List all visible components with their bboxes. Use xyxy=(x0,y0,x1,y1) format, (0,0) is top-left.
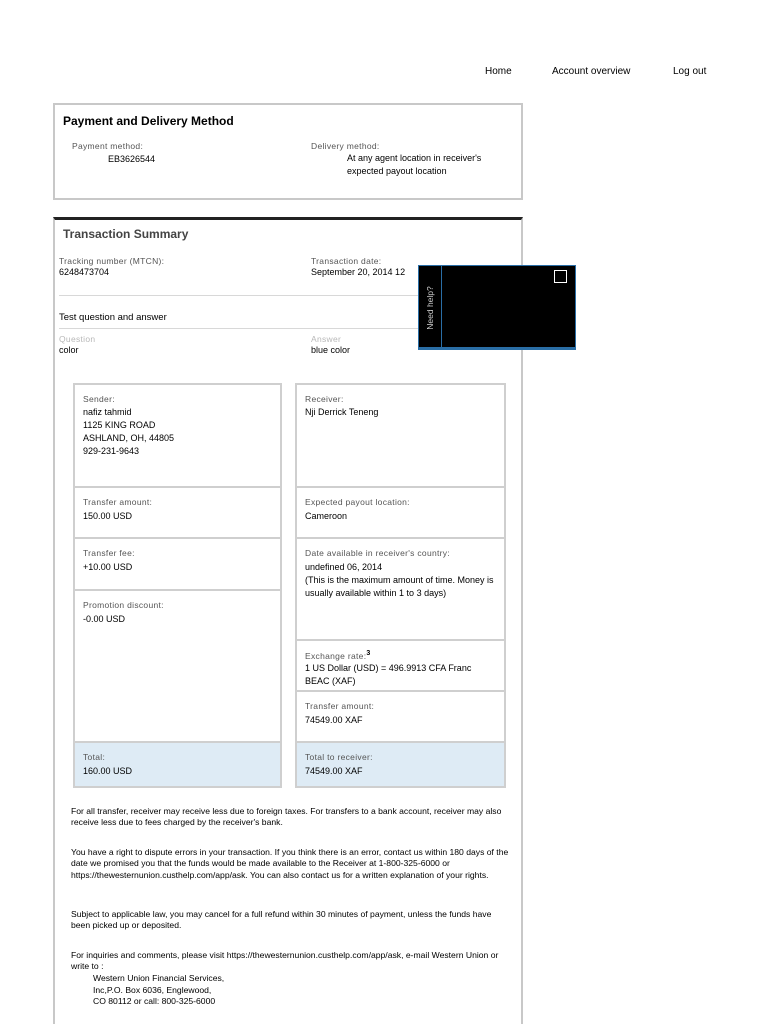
receiver-label: Receiver: xyxy=(305,394,344,404)
promotion-discount-cell xyxy=(73,589,282,743)
close-icon[interactable] xyxy=(554,270,567,283)
transfer-fee-label: Transfer fee: xyxy=(83,548,135,558)
sender-label: Sender: xyxy=(83,394,115,404)
receiver-transfer-amount-value: 74549.00 XAF xyxy=(305,715,363,725)
disclaimer-dispute-errors: You have a right to dispute errors in your transaction. If you think there is an error, contact us within 180 days of the date we promised you that the funds would be made available to the Receiver at 1-800-325-6000 or https://thewesternunion.custhelp.com/app/ask. You can also contact us for a written explanation of your rights. xyxy=(71,847,509,880)
question-value: color xyxy=(59,345,79,355)
top-nav xyxy=(0,66,768,80)
sender-address-line2: ASHLAND, OH, 44805 xyxy=(83,433,175,443)
date-available-note: (This is the maximum amount of time. Money is usually available within 1 to 3 days) xyxy=(305,575,494,598)
answer-label: Answer xyxy=(311,334,342,344)
date-available-cell xyxy=(295,537,506,641)
mailing-address-line2: Inc,P.O. Box 6036, Englewood, xyxy=(93,985,212,995)
promotion-discount-label: Promotion discount: xyxy=(83,600,164,610)
receiver-name: Nji Derrick Teneng xyxy=(305,407,379,417)
disclaimer-cancel-refund: Subject to applicable law, you may cancel for a full refund within 30 minutes of payment, unless the funds have been picked up or deposited. xyxy=(71,909,492,931)
need-help-popup xyxy=(418,265,576,350)
tracking-number-value: 6248473704 xyxy=(59,267,110,277)
need-help-tab-label: Need help? xyxy=(425,286,435,330)
nav-account-overview-link[interactable]: Account overview xyxy=(552,66,631,77)
receiver-total-value: 74549.00 XAF xyxy=(305,766,363,776)
sender-cell xyxy=(73,383,282,488)
question-label: Question xyxy=(59,334,96,344)
payment-method-label: Payment method: xyxy=(72,141,144,151)
promotion-discount-value: -0.00 USD xyxy=(83,614,126,624)
transfer-fee-value: +10.00 USD xyxy=(83,562,133,572)
sender-total-label: Total: xyxy=(83,752,106,762)
disclaimer-foreign-taxes: For all transfer, receiver may receive less due to foreign taxes. For transfers to a bank account, receiver may also receive less due to fees charged by the receiver's bank. xyxy=(71,806,502,828)
exchange-rate-cell xyxy=(295,639,506,692)
receiver-transfer-amount-cell xyxy=(295,690,506,743)
transaction-summary-title: Transaction Summary xyxy=(63,227,189,241)
disclaimer-inquiries: For inquiries and comments, please visit https://thewesternunion.custhelp.com/app/ask, e-mail Western Union or write to : xyxy=(71,950,499,972)
transaction-date-value: September 20, 2014 12 xyxy=(311,267,406,277)
sender-phone: 929-231-9643 xyxy=(83,446,140,456)
sender-total-value: 160.00 USD xyxy=(83,766,133,776)
transfer-fee-cell xyxy=(73,537,282,591)
payment-method-value: EB3626544 xyxy=(108,154,156,164)
delivery-method-label: Delivery method: xyxy=(311,141,380,151)
sender-address-line1: 1125 KING ROAD xyxy=(83,420,156,430)
payout-location-value: Cameroon xyxy=(305,511,348,521)
payout-location-label: Expected payout location: xyxy=(305,497,410,507)
sender-transfer-amount-cell xyxy=(73,486,282,539)
test-qa-title: Test question and answer xyxy=(59,312,167,323)
sender-transfer-amount-label: Transfer amount: xyxy=(83,497,153,507)
exchange-rate-label-text: Exchange rate: xyxy=(305,650,367,661)
receiver-total-cell xyxy=(295,741,506,788)
sender-transfer-amount-value: 150.00 USD xyxy=(83,511,133,521)
mailing-address-line3: CO 80112 or call: 800-325-6000 xyxy=(93,996,216,1006)
receiver-total-label: Total to receiver: xyxy=(305,752,373,762)
date-available-label: Date available in receiver's country: xyxy=(305,548,451,558)
nav-home-link[interactable]: Home xyxy=(485,66,512,77)
payment-delivery-panel xyxy=(53,103,523,200)
delivery-method-value: At any agent location in receiver's expected payout location xyxy=(347,153,482,176)
sender-total-cell xyxy=(73,741,282,788)
payout-location-cell xyxy=(295,486,506,539)
receiver-cell xyxy=(295,383,506,488)
divider xyxy=(59,328,419,329)
mailing-address-line1: Western Union Financial Services, xyxy=(93,973,225,983)
receiver-transfer-amount-label: Transfer amount: xyxy=(305,701,375,711)
footnote-marker: 3 xyxy=(366,650,371,657)
tracking-number-label: Tracking number (MTCN): xyxy=(59,256,165,266)
exchange-rate-value: 1 US Dollar (USD) = 496.9913 CFA Franc BEAC (XAF) xyxy=(305,663,472,686)
popup-bottom-bar xyxy=(419,347,575,349)
date-available-value: undefined 06, 2014 xyxy=(305,562,383,572)
payment-delivery-title: Payment and Delivery Method xyxy=(63,114,234,128)
transaction-date-label: Transaction date: xyxy=(311,256,382,266)
need-help-tab[interactable] xyxy=(419,266,442,349)
exchange-rate-label xyxy=(305,650,371,661)
divider xyxy=(59,295,419,296)
answer-value: blue color xyxy=(311,345,351,355)
sender-name: nafiz tahmid xyxy=(83,407,132,417)
nav-log-out-link[interactable]: Log out xyxy=(673,66,707,77)
